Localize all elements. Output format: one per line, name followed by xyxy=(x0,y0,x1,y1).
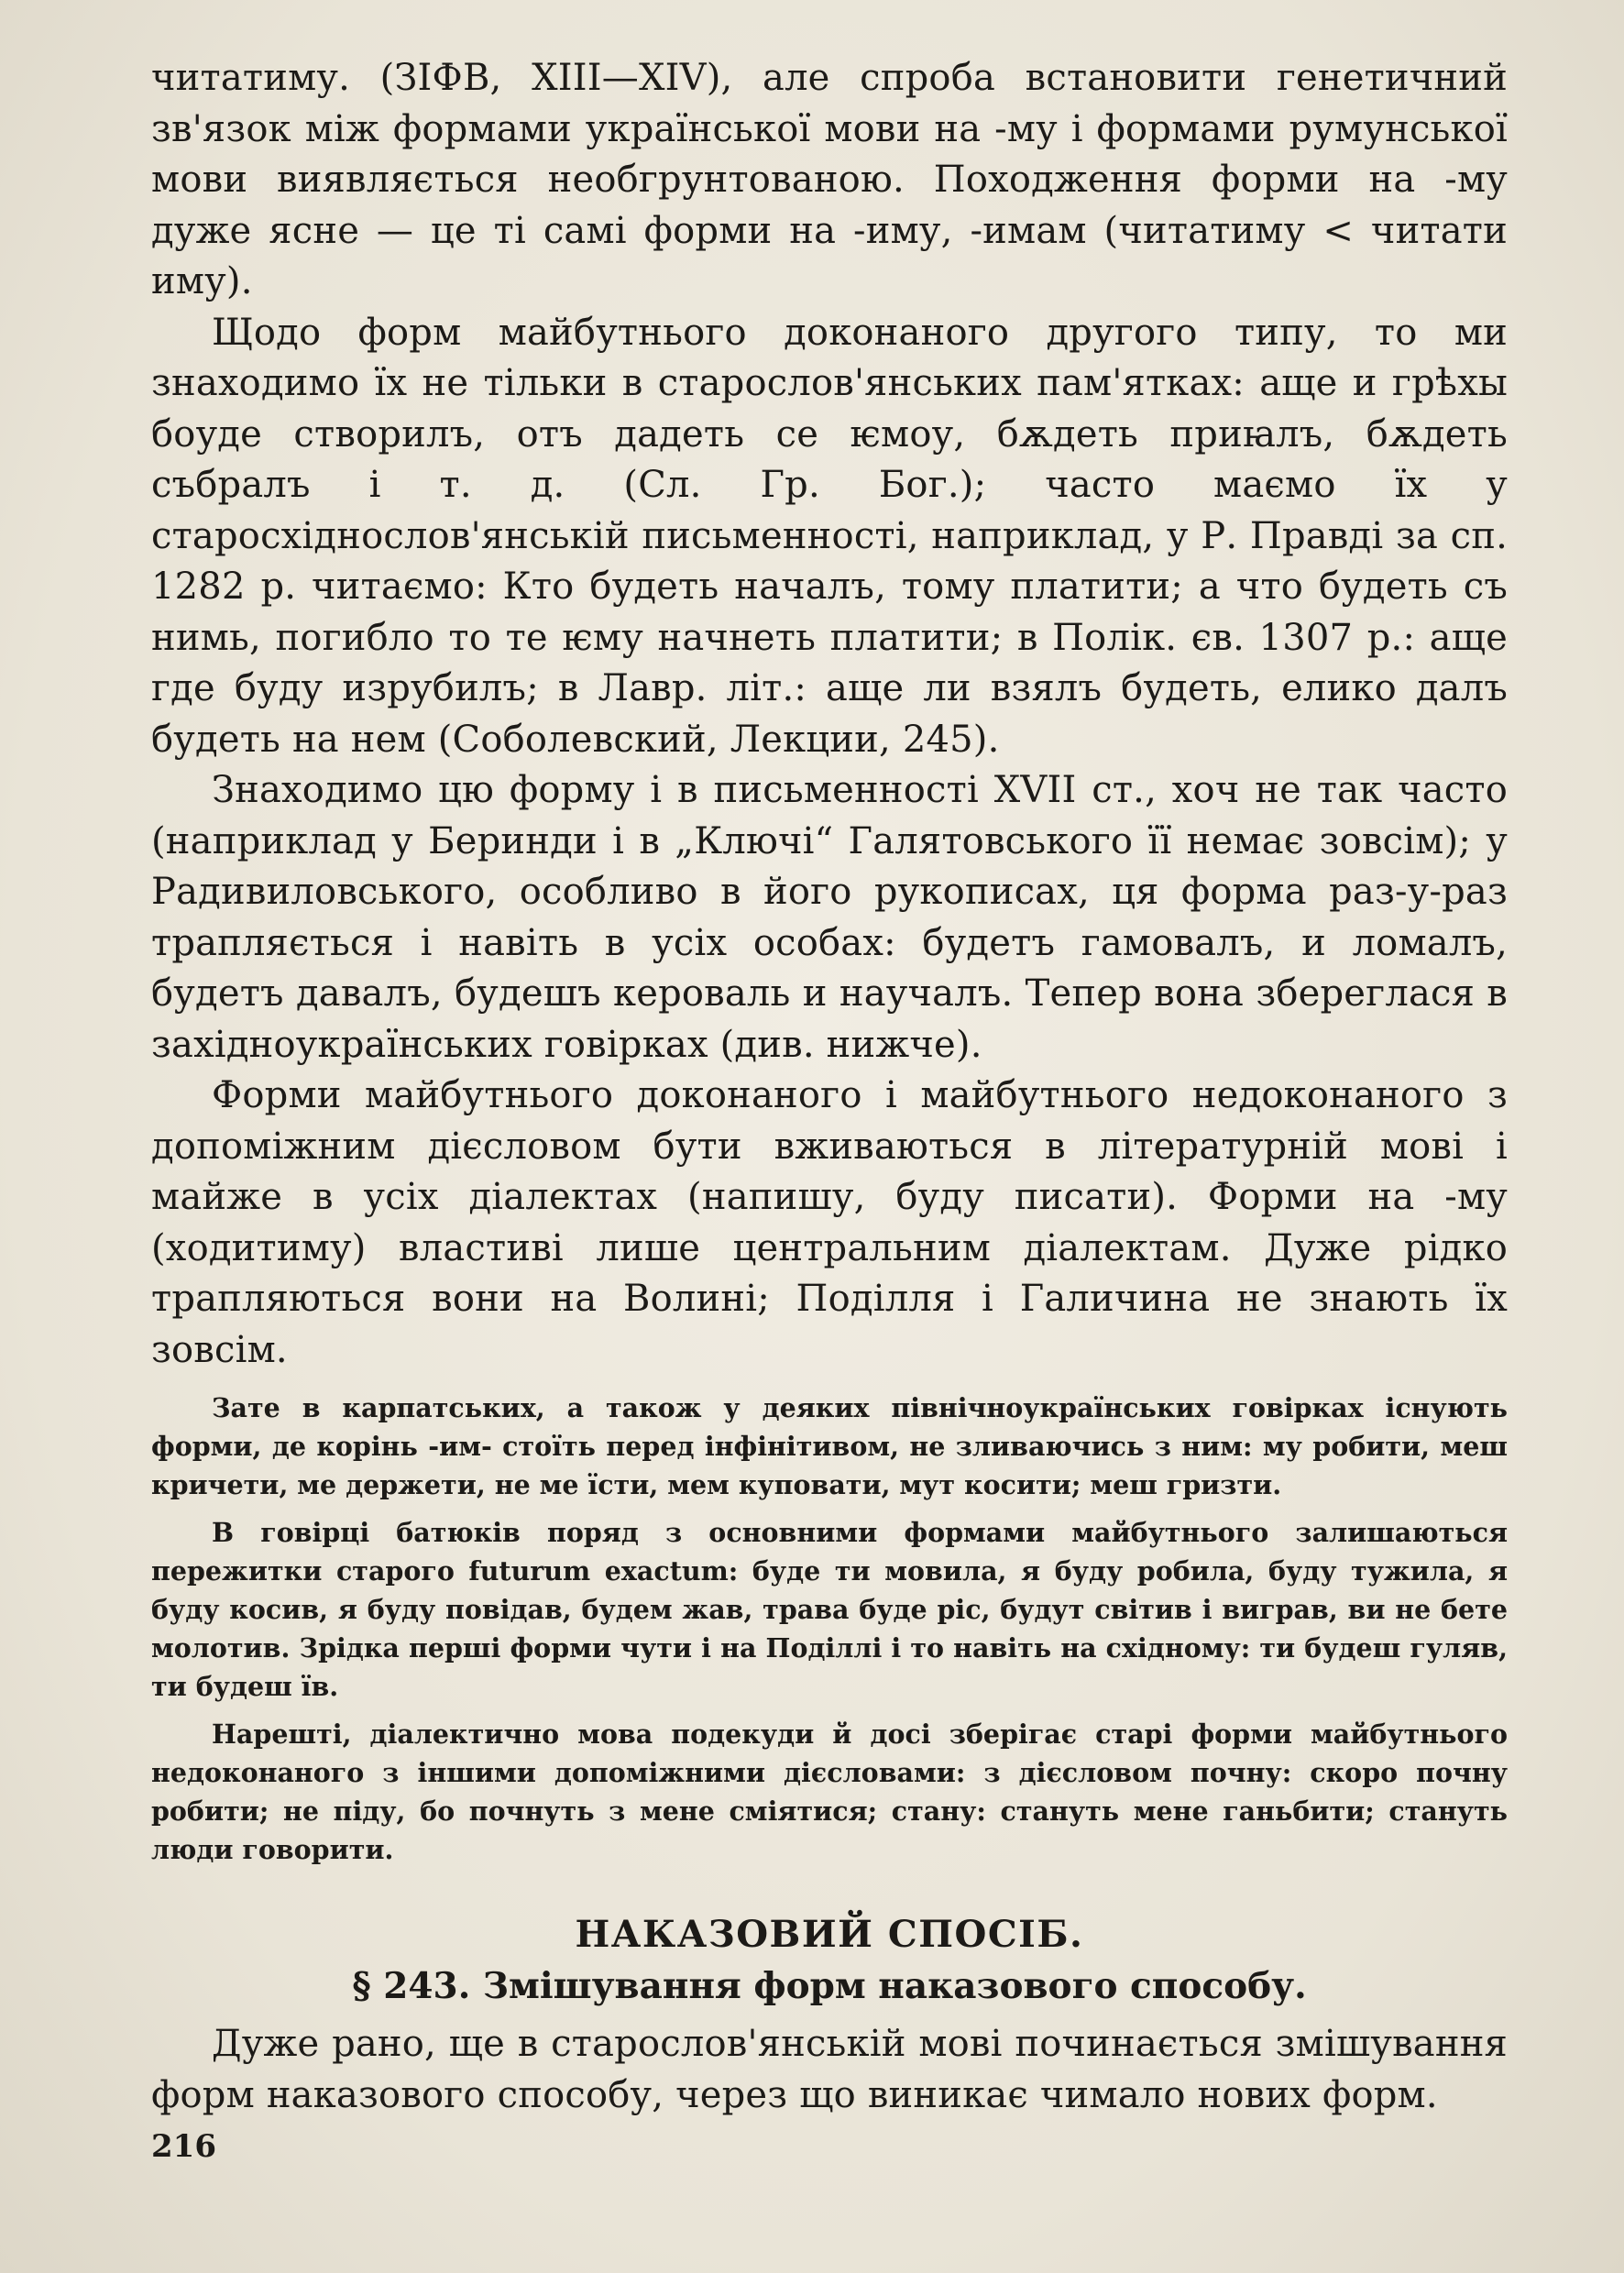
page-content xyxy=(151,53,1508,2121)
section-title: НАКАЗОВИЙ СПОСІБ. xyxy=(575,1913,1084,1956)
closing-text xyxy=(151,2019,1508,2121)
paragraph-1: читатиму. (ЗІФВ, XIII—XIV), але спроба встановити генетичний зв'язок між формами української мови на -му і формами румунської мови виявляється необгрунтованою. Походження форми на -му дуже ясне — це ті самі форми на -иму, -имам (читатиму < читати иму). xyxy=(151,57,1508,302)
note-paragraph-2: В говірці батюків поряд з основними формами майбутнього залишаються пережитки старого futurum exactum: буде ти мовила, я буду робила, буду тужила, я буду косив, я буду повідав, будем жав, трава буде ріс, будут світив і виграв, ви не бете молотив. Зрідка перші форми чути і на Поділлі і то навіть на східному: ти будеш гуляв, ти будеш їв. xyxy=(151,1517,1508,1702)
note-paragraph-1: Зате в карпатських, а також у деяких північноукраїнських говірках існують форми, де корінь -им- стоїть перед інфінітивом, не зливаючись з ним: му робити, меш кричети, ме держети, не ме їсти, мем куповати, мут косити; меш гризти. xyxy=(151,1392,1508,1500)
note-paragraph-3: Нарешті, діалектично мова подекуди й досі зберігає старі форми майбутнього недоконаного з іншими допоміжними дієсловами: з дієсловом почну: скоро почну робити; не піду, бо почнуть з мене сміятися; стану: стануть мене ганьбити; стануть люди говорити. xyxy=(151,1718,1508,1865)
paragraph-4: Форми майбутнього доконаного і майбутнього недоконаного з допоміжним дієсловом бути вживаються в літературній мові і майже в усіх діалектах (напишу, буду писати). Форми на -му (ходитиму) властиві лише центральним діалектам. Дуже рідко трапляються вони на Волині; Поділля і Галичина не знають їх зовсім. xyxy=(151,1074,1508,1371)
paragraph-3: Знаходимо цю форму і в письменності XVII ст., хоч не так часто (наприклад у Беринди і в „Ключі“ Галятовського її немає зовсім); у Радивиловського, особливо в його рукописах, ця форма раз-у-раз трапляється і навіть в усіх особах: будетъ гамовалъ, и ломалъ, будетъ давалъ, будешъ кероваль и научалъ. Тепер вона збереглася в західноукраїнських говірках (див. нижче). xyxy=(151,769,1508,1066)
paragraph-title: § 243. Змішування форм наказового способу. xyxy=(352,1965,1307,2007)
closing-paragraph: Дуже рано, ще в старослов'янській мові починається змішування форм наказового способу, через що виникає чимало нових форм. xyxy=(151,2023,1508,2116)
dialect-notes xyxy=(151,1389,1508,1869)
main-text xyxy=(151,53,1508,1376)
paragraph-2: Щодо форм майбутнього доконаного другого типу, то ми знаходимо їх не тільки в старослов'янських пам'ятках: аще и грѣхы боуде створилъ, отъ дадеть се ѥмоу, бѫдеть приꙗлъ, бѫдеть събралъ і т. д. (Сл. Гр. Бог.); часто маємо їх у старосхіднослов'янській письменності, наприклад, у Р. Правді за сп. 1282 р. читаємо: Кто будеть началъ, тому платити; а что будеть съ нимь, погибло то те ѥму начнеть платити; в Полік. єв. 1307 р.: аще где буду изрубилъ; в Лавр. літ.: аще ли взялъ будеть, елико далъ будеть на нем (Соболевский, Лекции, 245). xyxy=(151,311,1508,761)
page-number: 216 xyxy=(151,2128,216,2165)
